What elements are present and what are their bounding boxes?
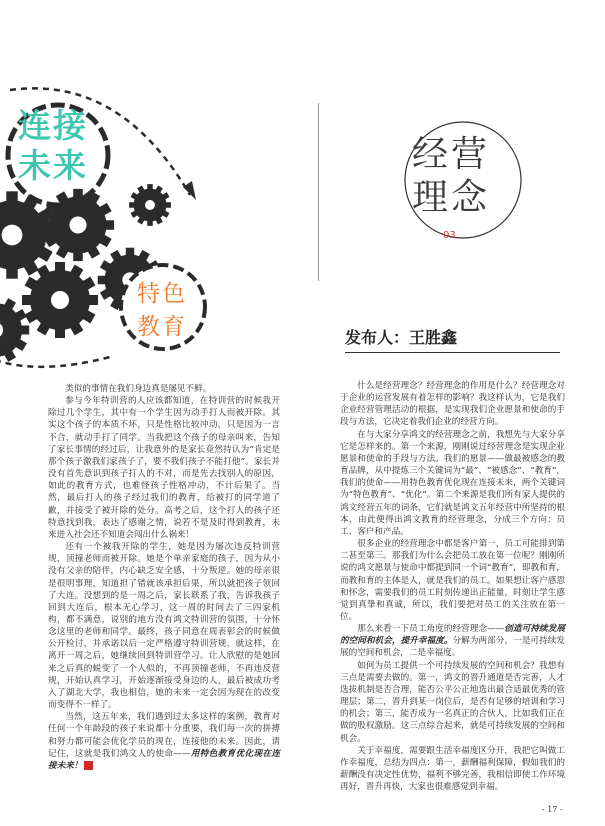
section-number: 03 <box>443 230 456 241</box>
paragraph: 类似的事情在我们身边真是屡见不鲜。 <box>65 384 212 394</box>
publisher-underline <box>345 352 560 353</box>
paragraph: 很多企业的经营理念中都是客户第一，员工可能排到第二甚至第三。那我们为什么会把员工放在第一位呢？刚刚所说的鸿文愿景与使命中都提到同一个词“教育”，即教和育，而教和育的主体是人，就是我们的员工。如果想让客户感恩和怀念，需要我们的员工时刻传递出正能量，时刻让学生感觉到真挚和真诚，所以，我们要把对员工的关注放在第一位。 <box>340 539 565 622</box>
highlight-principle: 创造可持续发展的空间和机会，提升幸福度。 <box>340 624 565 647</box>
paragraph-highlight <box>340 623 565 659</box>
left-title-line-1: 连接 <box>18 106 88 145</box>
right-article-column <box>340 380 565 793</box>
paragraph: 如何为员工提供一个可持续发展的空间和机会？我想有三点是需要去做的。第一，鸿文的晋升通道是否完善，人才选拔机制是否合理，能否公平公正地选出最合适最优秀的管理层；第二，晋升到某一岗位后，是否有足够的培训和学习的机会；第三，能否成为一名真正的合伙人，比如我们正在做的股权激励。这三点综合起来，就是可持续发展的空间和机会。 <box>340 660 565 744</box>
main-title-line-2: 理念 <box>412 177 491 218</box>
main-title-line-1: 经营 <box>412 134 491 175</box>
paragraph: 参与今年特训营的人应该都知道，在特训营的时候我开除过几个学生，其中有一个学生因为动手打人而被开除。其实这个孩子的本质不坏，只是性格比较冲动，只是因为一言不合，就动手打了同学。当我把这个孩子的母亲叫来，告知了家长事情的经过后，让我意外的是家长竟然持认为“肯定是那个孩子激我们家孩子了，要不我们孩子不能打他”。家长并没有首先意识到孩子打人的不对，而是先去找别人的原因，如此的教育方式，也难怪孩子性格冲动，不计后果了。当然，最后打人的孩子经过我们的教育，给被打的同学道了歉，并接受了被开除的处分。高考之后，这个打人的孩子还特意找到我，表达了感谢之情，说若不是及时得到教育，未来进入社会还不知道会闯出什么祸来！ <box>48 396 280 540</box>
badge-title-line-2: 教育 <box>137 314 187 340</box>
paragraph: 在与大家分享鸿文的经营理念之前，我想先与大家分享它是怎样来的。第一个来源，刚刚说过经营理念是实现企业愿景和使命的手段与方法。我们的愿景——做最被感念的教育品牌，从中提炼三个关键词为“最”、“被感念”、“教育”，我们的使命——用特色教育优化现在连接未来，两个关键词为“特色教育”、“优化”。第二个来源是我们所有家人提供的鸿文经营五年的词条，它们就是鸿文五年经营中所坚持的根本，由此便得出鸿文教育的经营理念，分成三个方向：员工、客户和产品。 <box>340 429 565 537</box>
left-title-line-2: 未来 <box>18 146 88 185</box>
paragraph-text: 那么来看一下员工角度的经营理念—— <box>357 624 505 635</box>
highlight-slogan: 用特色教育优化现在连接未来！ <box>48 748 280 771</box>
publisher-label: 发布人：王胜鑫 <box>345 328 458 347</box>
paragraph: 还有一个被我开除的学生，她是因为屡次违反特训营规，顶撞老师而被开除。她是个单亲家庭的孩子，因为从小没有父亲的陪伴，内心缺乏安全感，十分叛逆。她的母亲很是很明事理，知道担了错就该承担后果，所以就把孩子领回了大连。没想到的是一周之后，家长联系了我，告诉我孩子回到大连后，根本无心学习，这一周的时间去了三四家机构，都不满意，说别的地方没有鸿文特训营的氛围，十分怀念这里的老师和同学。最终，孩子同意在周表彰会的时候做公开检讨，并承诺以后一定严格遵守特训营规，就这样，在离开一周之后，她继续回到特训营学习。让人欣慰的是她回来之后真的蜕变了一个人似的，不再顶撞老师，不再违反营规，开始认真学习，开始逐渐接受身边的人，最后被成功考入了湖北大学，我也相信，她的未来一定会因为现在的改变而变得不一样了。 <box>48 542 280 711</box>
left-article-column <box>48 383 280 772</box>
badge-title <box>137 278 187 344</box>
end-mark: 鸿 <box>84 761 93 770</box>
left-title <box>18 106 88 186</box>
vertical-divider <box>318 103 319 281</box>
paragraph: 关于幸福度，需要跟生活幸福度区分开，我把它叫做工作幸福度，总结为四点：第一，薪酬福利保障，假如我们的薪酬没有决定性优势，福利不够完善，我相信即使工作环境再好，晋升再快，大家也很难感觉到幸福。 <box>340 745 565 793</box>
page-number: - 17 - <box>542 805 563 814</box>
main-title <box>412 133 490 219</box>
paragraph-closing <box>48 711 280 772</box>
paragraph-text: 当然，这五年来，我们遇到过太多这样的案例，教育对任何一个年龄段的孩子来说都十分重要，我们每一次的拼搏和努力都可能会优化学员的现在，连接他的未来。因此，请记住，这就是我们鸿文人的使命—— <box>48 712 280 759</box>
paragraph-text: 分解为两部分，一是可持续发展的空间和机会，二是幸福度。 <box>340 636 565 659</box>
paragraph: 什么是经营理念？经营理念的作用是什么？经营理念对于企业的运营发展有着怎样的影响？我这样认为，它是我们企业经营管理活动的根据，是实现我们企业愿景和使命的手段与方法，它决定着我们企业的经营方向。 <box>340 381 565 428</box>
badge-title-line-1: 特色 <box>137 281 187 307</box>
